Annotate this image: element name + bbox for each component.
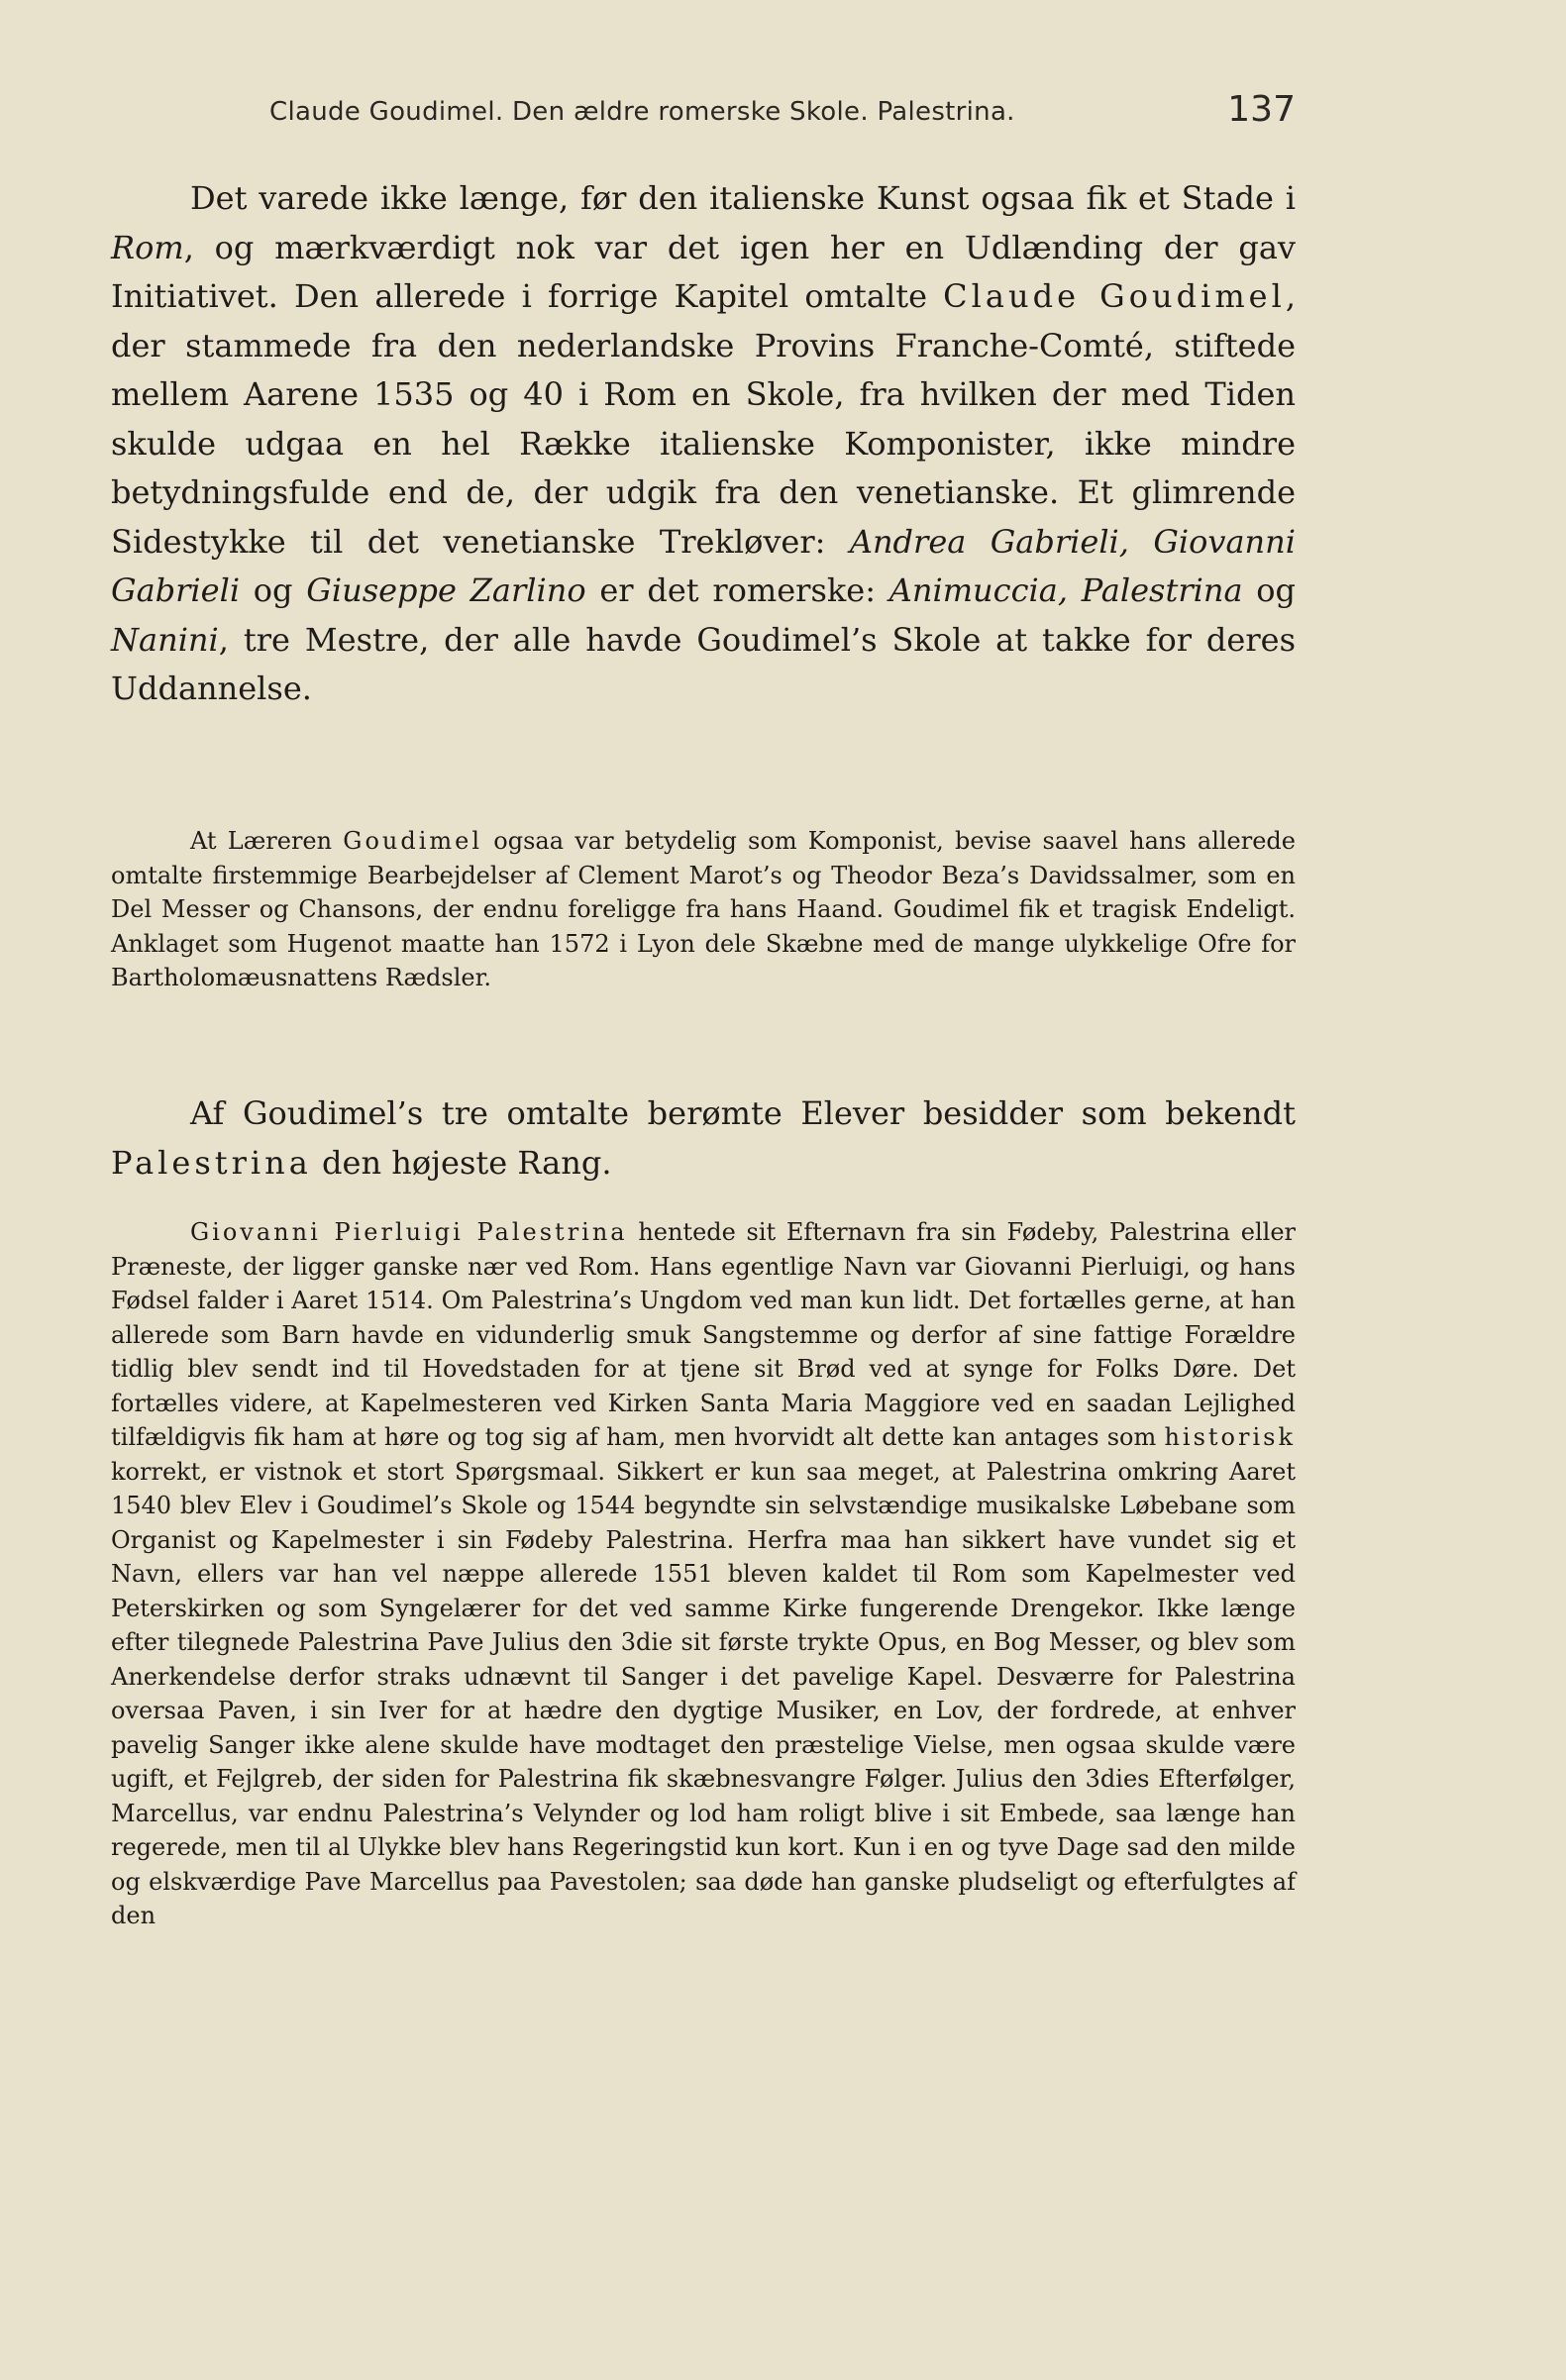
spaced-name-palestrina: Palestrina: [111, 1143, 312, 1182]
text-run: og: [1242, 571, 1297, 609]
text-run: den højeste Rang.: [311, 1143, 612, 1182]
paragraph-intro-roman-school: [111, 174, 1296, 714]
text-run: korrekt, er vistnok et stort Spørgsmaal. Sikkert er kun saa meget, at Palestrina omkring Aaret 1540 blev Elev i Goudimel’s Skole og 1544 begyndte sin selvstændige musikalske Løbebane som Organist og Kapelmester i sin Fødeby Palestrina. Herfra maa han sikkert have vundet sig et Navn, ellers var han vel næppe allerede 1551 bleven kaldet til Rom som Kapelmester ved Peterskirken og som Syngelærer for det ved samme Kirke fungerende Drengekor. Ikke længe efter tilegnede Palestrina Pave Julius den 3die sit første trykte Opus, en Bog Messer, og blev som Anerkendelse derfor straks udnævnt til Sanger i det pavelige Kapel. Desværre for Palestrina oversaa Paven, i sin Iver for at hædre den dygtige Musiker, en Lov, der fordrede, at enhver pavelig Sanger ikke alene skulde have modtaget den præstelige Vielse, men ogsaa skulde være ugift, et Fejlgreb, der siden for Palestrina fik skæbnesvangre Følger. Julius den 3dies Efterfølger, Marcellus, var endnu Palestrina’s Velynder og lod ham roligt blive i sit Embede, saa længe han regerede, men til al Ulykke blev hans Regeringstid kun kort. Kun i en og tyve Dage sad den milde og elskværdige Pave Marcellus paa Pavestolen; saa døde han ganske pludseligt og efterfulgtes af den: [111, 1457, 1296, 1929]
italic-zarlino: Giuseppe Zarlino: [306, 571, 586, 609]
text-run: og: [240, 571, 307, 609]
running-head-title: Claude Goudimel. Den ældre romerske Skole. Palestrina.: [269, 97, 1015, 127]
paragraph-palestrina-rank: [111, 1089, 1296, 1188]
book-page: [111, 79, 1296, 2347]
italic-animuccia-palestrina: Animuccia, Palestrina: [888, 571, 1243, 609]
text-run: er det romerske:: [585, 571, 889, 609]
text-run: ogsaa var betydelig som Komponist, bevise saavel hans allerede omtalte firstemmige Bearbejdelser af Clement Marot’s og Theodor Beza’s Davidssalmer, som en Del Messer og Chansons, der endnu foreligge fra hans Haand. Goudimel fik et tragisk Endeligt. Anklaget som Hugenot maatte han 1572 i Lyon dele Skæbne med de mange ulykkelige Ofre for Bartholomæusnattens Rædsler.: [111, 827, 1297, 991]
running-head: [111, 89, 1296, 139]
paragraph-goudimel-composer: [111, 824, 1296, 995]
spaced-word-historisk: historisk: [1164, 1423, 1296, 1451]
spaced-name-giovanni-pierluigi-palestrina: Giovanni Pierluigi Palestrina: [190, 1218, 628, 1246]
italic-rom: Rom: [111, 228, 184, 266]
spaced-name-claude-goudimel: Claude Goudimel: [943, 277, 1286, 315]
text-run: hentede sit Efternavn fra sin Fødeby, Palestrina eller Præneste, der ligger ganske nær ved Rom. Hans egentlige Navn var Giovanni Pierluigi, og hans Fødsel falder i Aaret 1514. Om Palestrina’s Ungdom ved man kun lidt. Det fortælles gerne, at han allerede som Barn havde en vidunderlig smuk Sangstemme og derfor af sine fattige Forældre tidlig blev sendt ind til Hovedstaden for at tjene sit Brød ved at synge for Folks Døre. Det fortælles videre, at Kapelmesteren ved Kirken Santa Maria Maggiore ved en saadan Lejlighed tilfældigvis fik ham at høre og tog sig af ham, men hvorvidt alt dette kan antages som: [111, 1218, 1296, 1451]
text-run: , der stammede fra den nederlandske Provins Franche-Comté, stiftede mellem Aarene 1535 og 40 i Rom en Skole, fra hvilken der med Tiden skulde udgaa en hel Række italienske Komponister, ikke mindre betydningsfulde end de, der udgik fra den venetianske. Et glimrende Sidestykke til det venetianske Trekløver:: [111, 277, 1297, 561]
paragraph-palestrina-biography: [111, 1215, 1296, 1933]
text-run: , tre Mestre, der alle havde Goudimel’s Skole at takke for deres Uddannelse.: [111, 620, 1296, 707]
italic-gabrieli-names: Andrea Gabrieli, Giovanni Gabrieli: [111, 522, 1297, 609]
text-run: Af Goudimel’s tre omtalte berømte Elever besidder som bekendt: [190, 1094, 1296, 1132]
italic-nanini: Nanini: [111, 620, 219, 659]
text-run: , og mærkværdigt nok var det igen her en Udlænding der gav Initiativet. Den allerede i forrige Kapitel omtalte: [111, 228, 1296, 315]
text-run: Det varede ikke længe, før den italienske Kunst ogsaa fik et Stade i: [190, 179, 1296, 217]
spaced-name-goudimel: Goudimel: [343, 827, 483, 855]
text-run: At Læreren: [190, 827, 344, 855]
page-number: 137: [1227, 89, 1296, 130]
